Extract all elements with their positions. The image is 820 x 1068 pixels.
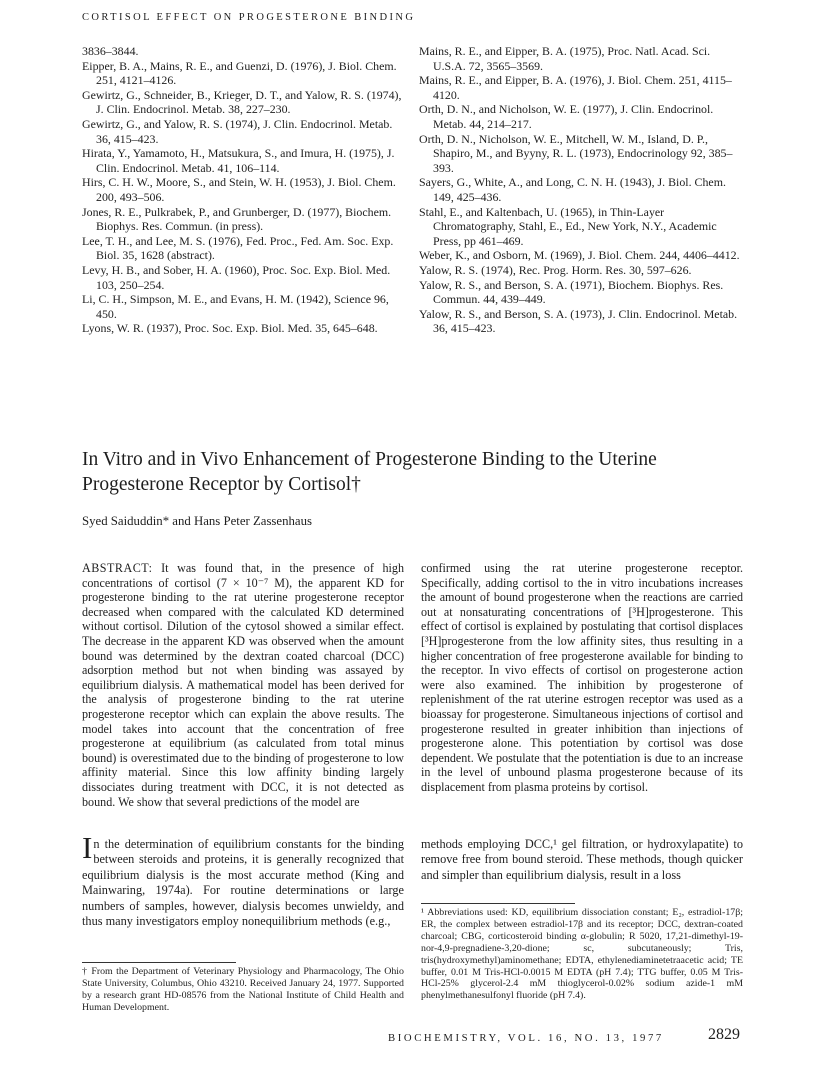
body-text-left: n the determination of equilibrium constants for the binding between steroids and proteins, it is generally recognized that equilibrium dialysis is the most accurate method (King and Mainwaring, 1974a). For routine determinations or large numbers of samples, however, dialysis becomes unwieldy, and thus many investigators employ nonequilibrium methods (e.g., <box>82 837 404 929</box>
author-line: Syed Saiduddin* and Hans Peter Zassenhaus <box>82 514 312 528</box>
footnote-affiliation: † From the Department of Veterinary Physiology and Pharmacology, The Ohio State University, Columbus, Ohio 43210. Received January 24, 1977. Supported by a research grant HD-08576 from the National Institute of Child Health and Human Development. <box>82 966 404 1013</box>
reference-item: Hirs, C. H. W., Moore, S., and Stein, W. H. (1953), J. Biol. Chem. 200, 493–506. <box>82 175 396 204</box>
reference-item: Eipper, B. A., Mains, R. E., and Guenzi, D. (1976), J. Biol. Chem. 251, 4121–4126. <box>82 58 397 88</box>
reference-item: Hirata, Y., Yamamoto, H., Matsukura, S., and Imura, H. (1975), J. Clin. Endocrinol. Metab. 41, 106–114. <box>82 146 395 175</box>
references-right-column <box>419 44 743 336</box>
footnote-divider <box>421 903 575 904</box>
running-header: CORTISOL EFFECT ON PROGESTERONE BINDING <box>82 12 416 23</box>
reference-item: Mains, R. E., and Eipper, B. A. (1975), Proc. Natl. Acad. Sci. U.S.A. 72, 3565–3569. <box>419 44 711 73</box>
reference-item: Orth, D. N., and Nicholson, W. E. (1977), J. Clin. Endocrinol. Metab. 44, 214–217. <box>419 102 714 131</box>
reference-item: Jones, R. E., Pulkrabek, P., and Grunberger, D. (1977), Biochem. Biophys. Res. Commun. (in press). <box>82 204 392 234</box>
reference-item: Yalow, R. S., and Berson, S. A. (1973), J. Clin. Endocrinol. Metab. 36, 415–423. <box>419 306 738 336</box>
reference-item: Gewirtz, G., and Yalow, R. S. (1974), J. Clin. Endocrinol. Metab. 36, 415–423. <box>82 116 393 146</box>
journal-footer: BIOCHEMISTRY, VOL. 16, NO. 13, 1977 <box>388 1032 664 1044</box>
reference-item: Gewirtz, G., Schneider, B., Krieger, D. T., and Yalow, R. S. (1974), J. Clin. Endocrinol. Metab. 38, 227–230. <box>82 87 402 117</box>
abstract-label: ABSTRACT: <box>82 561 153 575</box>
reference-item: Yalow, R. S., and Berson, S. A. (1971), Biochem. Biophys. Res. Commun. 44, 439–449. <box>419 277 724 307</box>
reference-item: 3836–3844. <box>82 44 139 58</box>
footnote-abbreviations: ¹ Abbreviations used: KD, equilibrium dissociation constant; E₂, estradiol-17β; ER, the complex between estradiol-17β and its receptor; DCC, dextran-coated charcoal; CBG, corticosteroid binding α-globulin; R 5020, 17,21-dimethyl-19-nor-4,9-pregnadiene-3,20-dione; sc, subcutaneously; Tris, tris(hydroxymethyl)aminomethane; EDTA, ethylenediaminetetraacetic acid; TE buffer, 0.01 M Tris-HCl-0.0015 M EDTA (pH 7.4); TTG buffer, 0.05 M Tris-HCl-25% glycerol-2.4 mM thioglycerol-0.02% sodium azide-1 mM phenylmethanesulfonyl fluoride (pH 7.4). <box>421 907 743 1002</box>
reference-item: Weber, K., and Osborn, M. (1969), J. Biol. Chem. 244, 4406–4412. <box>419 248 740 263</box>
reference-item: Li, C. H., Simpson, M. E., and Evans, H. M. (1942), Science 96, 450. <box>82 292 389 321</box>
reference-item: Lee, T. H., and Lee, M. S. (1976), Fed. Proc., Fed. Am. Soc. Exp. Biol. 35, 1628 (abstract). <box>82 233 394 263</box>
body-left-column <box>82 830 404 929</box>
body-right-column: methods employing DCC,¹ gel filtration, or hydroxylapatite) to remove free from bound steroid. These methods, though quicker and simpler than equilibrium dialysis, result in a loss <box>421 837 743 882</box>
page-number: 2829 <box>708 1026 740 1043</box>
abstract-text-left: It was found that, in the presence of high concentrations of cortisol (7 × 10⁻⁷ M), the apparent KD for progesterone binding to the rat uterine progesterone receptor decreased when compared with the calculated KD determined without cortisol. Dilution of the cytosol showed a similar effect. The decrease in the apparent KD was observed when the amount bound was determined by the dextran coated charcoal (DCC) adsorption method but not when binding was assayed by equilibrium dialysis. A mathematical model has been derived for the analysis of progesterone binding to the rat uterine progesterone receptor which can explain the above results. The model takes into account that the concentration of free progesterone at equilibrium (as calculated from total minus bound) is overestimated due to the binding of progesterone to low affinity material. Since this low affinity binding largely dissociates during treatment with DCC, it is not detected as bound. We show that several predictions of the model are <box>82 561 405 809</box>
reference-item: Sayers, G., White, A., and Long, C. N. H. (1943), J. Biol. Chem. 149, 425–436. <box>419 175 726 204</box>
abstract-left-column <box>82 561 404 809</box>
reference-item: Orth, D. N., Nicholson, W. E., Mitchell, W. M., Island, D. P., Shapiro, M., and Byyny, R. L. (1973), Endocrinology 92, 385–393. <box>419 131 733 175</box>
reference-item: Mains, R. E., and Eipper, B. A. (1976), J. Biol. Chem. 251, 4115–4120. <box>419 73 732 102</box>
drop-cap: I <box>82 830 93 865</box>
abstract-right-column: confirmed using the rat uterine progesterone receptor. Specifically, adding cortisol to the in vitro incubations increases the amount of bound progesterone when the reactions are carried out at nonsaturating concentrations of [³H]progesterone. This effect of cortisol is explained by postulating that cortisol displaces [³H]progesterone from the low affinity sites, thus resulting in a higher concentration of free progesterone available for binding to the receptor. In vivo effects of cortisol on progesterone action were also examined. The inhibition by progesterone of replenishment of the rat uterine estrogen receptor was used as a bioassay for progesterone. Simultaneous injections of cortisol and progesterone resulted in greater inhibition than injections of progesterone alone. This potentiation by cortisol was dose dependent. We postulate that the potentiation is due to an increase in the level of unbound plasma progesterone because of its displacement from plasma proteins by cortisol. <box>421 561 743 794</box>
reference-item: Yalow, R. S. (1974), Rec. Prog. Horm. Res. 30, 597–626. <box>419 262 692 277</box>
article-title: In Vitro and in Vivo Enhancement of Progesterone Binding to the Uterine Progesterone Receptor by Cortisol† <box>82 449 657 495</box>
footnote-divider <box>82 962 236 963</box>
references-left-column <box>82 44 402 336</box>
reference-item: Levy, H. B., and Sober, H. A. (1960), Proc. Soc. Exp. Biol. Med. 103, 250–254. <box>82 262 391 292</box>
reference-item: Lyons, W. R. (1937), Proc. Soc. Exp. Biol. Med. 35, 645–648. <box>82 321 378 336</box>
reference-item: Stahl, E., and Kaltenbach, U. (1965), in Thin-Layer Chromatography, Stahl, E., Ed., New York, N.Y., Academic Press, pp 461–469. <box>419 204 717 248</box>
